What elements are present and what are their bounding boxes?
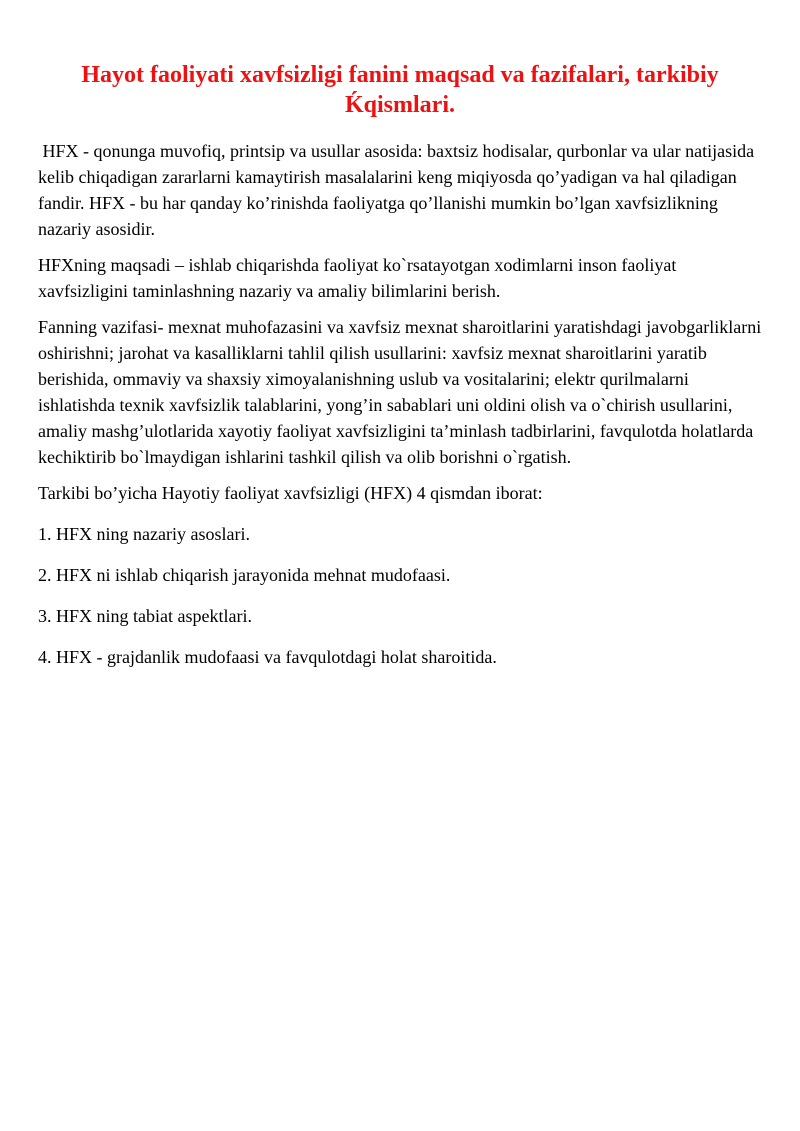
document-title: Hayot faoliyati xavfsizligi fanini maqsad va fazifalari, tarkibiy Ḱqismlari. (81, 62, 719, 118)
list-item: 3. HFX ning tabiat aspektlari. (38, 606, 252, 626)
parts-list (38, 521, 762, 670)
paragraph-goal: HFXning maqsadi – ishlab chiqarishda faoliyat ko`rsatayotgan xodimlarni inson faoliyat xavfsizligini taminlashning nazariy va amaliy bilimlarini berish. (38, 255, 677, 301)
paragraph-intro: HFX - qonunga muvofiq, printsip va usullar asosida: baxtsiz hodisalar, qurbonlar va ular natijasida kelib chiqadigan zararlarni kamaytirish masalalarini keng miqiyosda qo’yadigan va hal qiladigan fandir. HFX - bu har qanday ko’rinishda faoliyatga qo’llanishi mumkin bo’lgan xavfsizlikning nazariy asosidir. (38, 141, 759, 239)
paragraph-structure: Tarkibi bo’yicha Hayotiy faoliyat xavfsizligi (HFX) 4 qismdan iborat: (38, 483, 543, 503)
list-item: 2. HFX ni ishlab chiqarish jarayonida mehnat mudofaasi. (38, 565, 451, 585)
paragraph-tasks: Fanning vazifasi- mexnat muhofazasini va xavfsiz mexnat sharoitlarini yaratishdagi javobgarliklarni oshirishni; jarohat va kasalliklarni tahlil qilish usullarini: xavfsiz mexnat sharoitlarini yaratib berishida, ommaviy va shaxsiy ximoyalanishning uslub va vositalarini; elektr qurilmalarni ishlatishda texnik xavfsizlik talablarini, yong’in sabablari uni oldini olish va o`chirish usullarini, amaliy mashg’ulotlarida xayotiy faoliyat xavfsizligini ta’minlash tadbirlarini, favqulotda holatlarda kechiktirib bo`lmaydigan ishlarini tashkil qilish va olib borishni o`rgatish. (38, 317, 762, 467)
list-item: 1. HFX ning nazariy asoslari. (38, 524, 250, 544)
list-item: 4. HFX - grajdanlik mudofaasi va favqulotdagi holat sharoitida. (38, 647, 497, 667)
